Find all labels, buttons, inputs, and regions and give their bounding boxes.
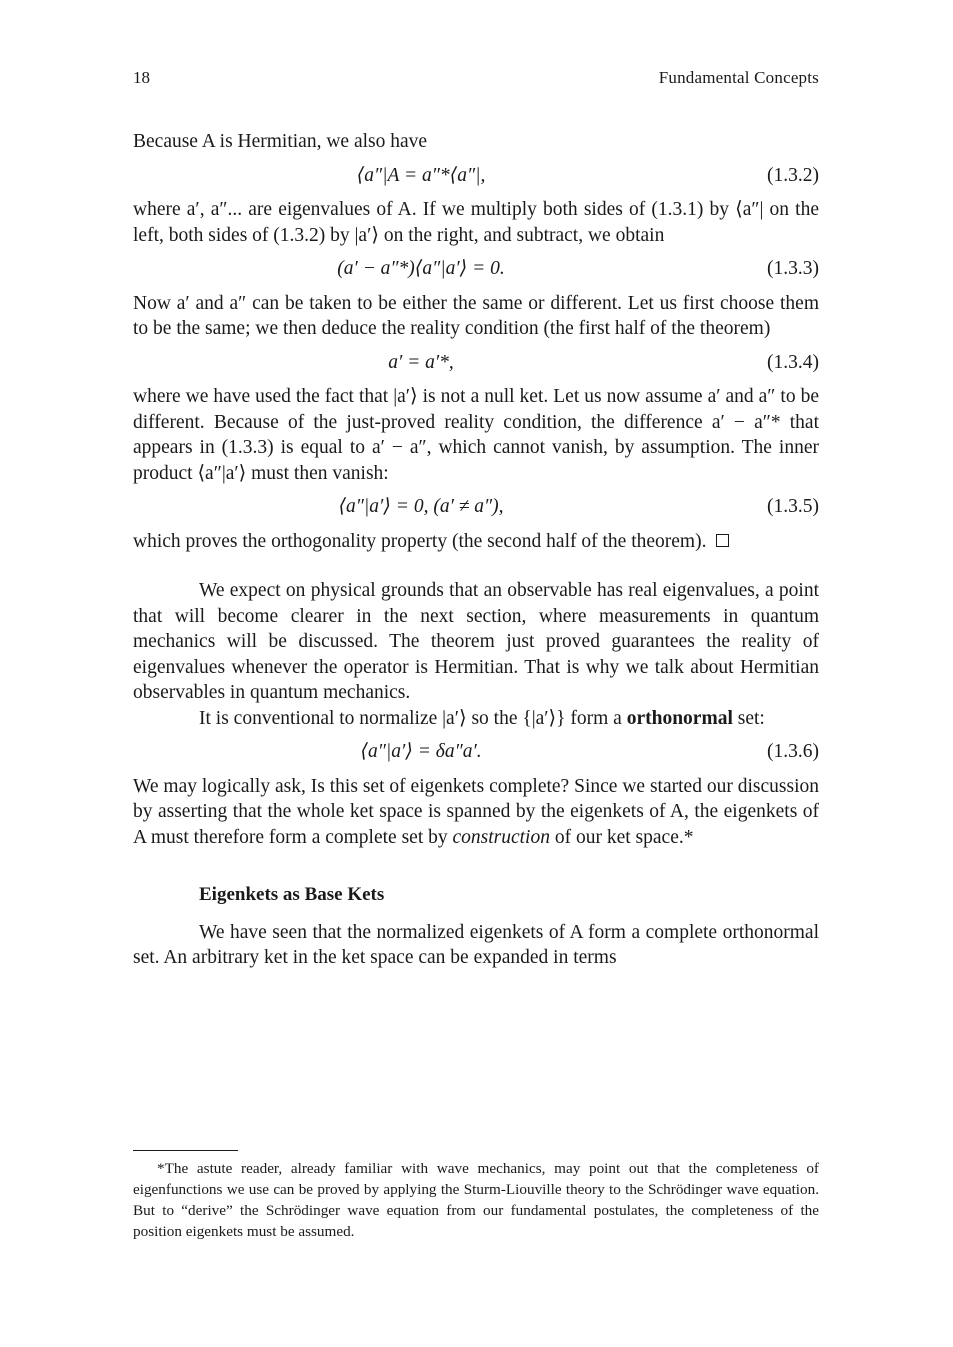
equation-1-3-3	[133, 256, 819, 282]
paragraph: We expect on physical grounds that an observable has real eigenvalues, a point that will become clearer in the next section, where measurements in quantum mechanics will be discussed. The theorem just proved guarantees the reality of eigenvalues whenever the operator is Hermitian. That is why we talk about Hermitian observables in quantum mechanics.	[133, 580, 819, 703]
body-text	[133, 129, 819, 971]
paragraph-text: It is conventional to normalize |a′⟩ so the {|a′⟩} form a	[199, 707, 627, 729]
footnote-text: *The astute reader, already familiar with wave mechanics, may point out that the completeness of eigenfunctions we use can be proved by applying the Sturm-Liouville theory to the Schrödinger wave equation. But to “derive” the Schrödinger wave equation from our fundamental postulates, the completeness of the position eigenkets must be assumed.	[133, 1160, 819, 1240]
paragraph: We have seen that the normalized eigenkets of A form a complete orthonormal set. An arbitrary ket in the ket space can be expanded in terms	[133, 921, 819, 968]
chapter-title: Fundamental Concepts	[658, 68, 819, 87]
paragraph: where we have used the fact that |a′⟩ is not a null ket. Let us now assume a′ and a″ to be different. Because of the just-proved reality condition, the difference a′ − a″* that appears in (1.3.3) is equal to a′ − a″, which cannot vanish, by assumption. The inner product ⟨a″|a′⟩ must then vanish:	[133, 386, 819, 484]
paragraph: where a′, a″... are eigenvalues of A. If we multiply both sides of (1.3.1) by ⟨a″| on the left, both sides of (1.3.2) by |a′⟩ on the right, and subtract, we obtain	[133, 199, 819, 246]
section-heading: Eigenkets as Base Kets	[199, 884, 385, 905]
paragraph-gap	[133, 554, 819, 578]
paragraph-text: which proves the orthogonality property (the second half of the theorem).	[133, 530, 707, 552]
equation-1-3-2	[133, 163, 819, 189]
equation-body: ⟨a″|a′⟩ = δa″a′.	[360, 741, 482, 762]
paragraph	[133, 529, 819, 555]
paragraph: Because A is Hermitian, we also have	[133, 131, 428, 152]
equation-number: (1.3.4)	[767, 351, 819, 373]
qed-box-icon	[716, 534, 729, 547]
equation-number: (1.3.6)	[767, 741, 819, 762]
equation-1-3-6	[133, 739, 819, 765]
paragraph-text: set:	[732, 707, 765, 729]
paragraph-text: of our ket space.*	[549, 826, 694, 848]
equation-1-3-5	[133, 494, 819, 520]
equation-body: a′ = a′*,	[388, 351, 454, 373]
paragraph: Now a′ and a″ can be taken to be either the same or different. Let us first choose them to be the same; we then deduce the reality condition (the first half of the theorem)	[133, 292, 819, 339]
page-number: 18	[133, 68, 150, 87]
equation-body: ⟨a″|a′⟩ = 0, (a′ ≠ a″),	[338, 496, 504, 517]
equation-number: (1.3.3)	[767, 258, 819, 279]
equation-number: (1.3.5)	[767, 496, 819, 517]
paragraph	[133, 774, 819, 851]
equation-1-3-4	[133, 350, 819, 376]
footnote-rule	[133, 1150, 238, 1151]
running-head	[133, 68, 819, 92]
equation-body: ⟨a″|A = a″*⟨a″|,	[356, 164, 486, 186]
equation-number: (1.3.2)	[767, 164, 819, 186]
paragraph	[133, 706, 819, 732]
paragraph-text: We may logically ask, Is this set of eigenkets complete? Since we started our discussion by asserting that the whole ket space is spanned by the eigenkets of A, the eigenkets of A must therefore form a complete set by	[133, 775, 819, 848]
equation-body: (a′ − a″*)⟨a″|a′⟩ = 0.	[337, 258, 505, 279]
footnote	[133, 1158, 819, 1242]
italic-term: construction	[452, 826, 550, 848]
bold-term: orthonormal	[626, 707, 733, 729]
